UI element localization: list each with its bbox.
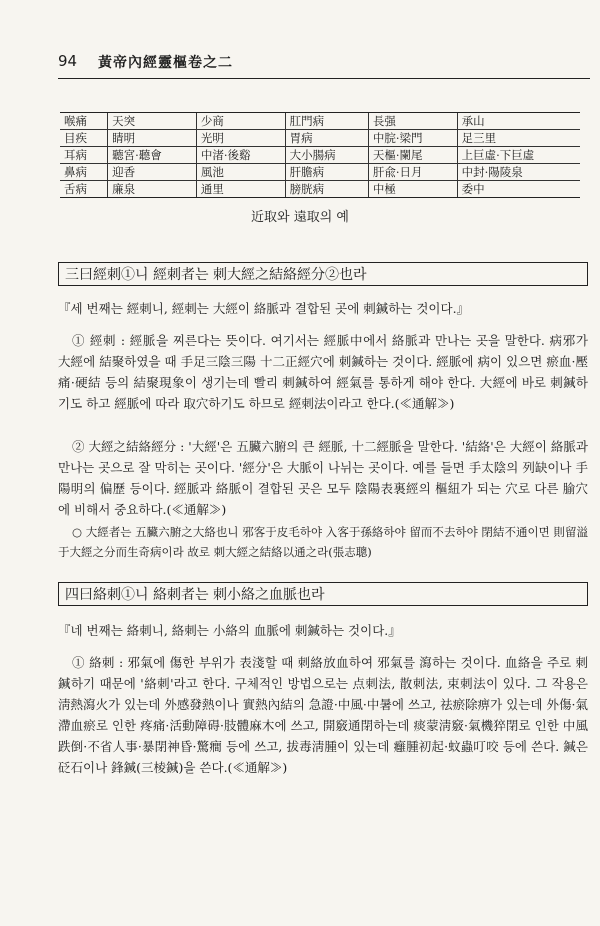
- table-cell: 膀胱病: [285, 181, 368, 198]
- section4-heading: 四曰絡刺①니 絡刺者는 刺小絡之血脈也라: [58, 582, 588, 606]
- table-cell: 風池: [196, 164, 285, 181]
- table-cell: 上巨虛·下巨虛: [457, 147, 580, 164]
- table-cell: 中封·陽陵泉: [457, 164, 580, 181]
- table-cell: 承山: [457, 113, 580, 130]
- table-row: [60, 130, 580, 147]
- table-row: [60, 164, 580, 181]
- table-cell: 廉泉: [108, 181, 197, 198]
- section3-translation: 『세 번째는 經刺니, 經刺는 大經이 絡脈과 결합된 곳에 刺鍼하는 것이다.』: [58, 301, 470, 316]
- section4-translation: 『네 번째는 絡刺니, 絡刺는 小絡의 血脈에 刺鍼하는 것이다.』: [58, 623, 401, 638]
- table-cell: 中脘·梁門: [368, 130, 457, 147]
- table-cell: 長强: [368, 113, 457, 130]
- table-row: [60, 113, 580, 130]
- section4-note-1: ① 絡刺 : 邪氣에 傷한 부위가 表淺할 때 刺絡放血하여 邪氣를 瀉하는 것이다. 血絡을 주로 刺鍼하기 때문에 '絡刺'라고 한다. 구체적인 방법으로는 点刺法, 散刺法, 束刺法이 있다. 그 작용은 淸熱瀉火가 있는데 外感發熱이나 實熱內結의 急證·中風·中暑에 쓰고, 祛瘀除痹가 있는데 外傷·氣滯血瘀로 인한 疼痛·活動障碍·肢體麻木에 쓰고, 開竅通閉하는데 痰蒙淸竅·氣機猝閉로 인한 中風跌倒·不省人事·暴閉神昏·驚癎 등에 쓰고, 拔毒淸腫이 있는데 癰腫初起·蚊蟲叮咬 등에 쓴다. 鍼은 砭石이나 鋒鍼(三棱鍼)을 쓴다.(≪通解≫): [58, 655, 588, 775]
- table-cell: 舌病: [60, 181, 108, 198]
- table-row: [60, 147, 580, 164]
- table-cell: 少商: [196, 113, 285, 130]
- table-row: [60, 181, 580, 198]
- table-cell: 聽宮·聽會: [108, 147, 197, 164]
- table-cell: 喉痛: [60, 113, 108, 130]
- table-cell: 大小腸病: [285, 147, 368, 164]
- acupoint-table: [60, 112, 580, 198]
- table-cell: 肝膽病: [285, 164, 368, 181]
- section3-note-3: ○ 大經者는 五臟六腑之大絡也니 邪客于皮毛하야 入客于孫絡하야 留而不去하야 閉結不通이면 則留溢于大經之分而生奇病이라 故로 刺大經之結絡以通之라(張志聰): [58, 525, 588, 559]
- table-cell: 委中: [457, 181, 580, 198]
- table-cell: 迎香: [108, 164, 197, 181]
- section3-note-2: ② 大經之結絡經分 : '大經'은 五臟六腑의 큰 經脈, 十二經脈을 말한다. '結絡'은 大經이 絡脈과 만나는 곳으로 잘 막히는 곳이다. '經分'은 大脈이 나뉘는 곳이다. 예를 들면 手太陰의 列缺이나 手陽明의 偏歷 등이다. 經脈과 絡脈이 결합된 곳은 모두 陰陽表裏經의 樞紐가 되는 穴로 다른 腧穴에 비해서 중요하다.(≪通解≫): [58, 439, 588, 517]
- table-cell: 中極: [368, 181, 457, 198]
- table-cell: 耳病: [60, 147, 108, 164]
- table-cell: 胃病: [285, 130, 368, 147]
- table-cell: 睛明: [108, 130, 197, 147]
- table-cell: 鼻病: [60, 164, 108, 181]
- table-caption: 近取와 遠取의 예: [251, 210, 349, 225]
- table-cell: 天突: [108, 113, 197, 130]
- table-cell: 中渚·後谿: [196, 147, 285, 164]
- table-cell: 肝兪·日月: [368, 164, 457, 181]
- table-cell: 足三里: [457, 130, 580, 147]
- table-cell: 肛門病: [285, 113, 368, 130]
- page-number: 94: [58, 52, 78, 70]
- header-rule: [58, 78, 590, 79]
- table-cell: 天樞·闌尾: [368, 147, 457, 164]
- table-cell: 目疾: [60, 130, 108, 147]
- table-cell: 光明: [196, 130, 285, 147]
- running-title: 黃帝內經靈樞卷之二: [98, 55, 233, 71]
- section3-heading: 三曰經刺①니 經刺者는 刺大經之結絡經分②也라: [58, 262, 588, 286]
- section3-note-1: ① 經刺 : 經脈을 찌른다는 뜻이다. 여기서는 經脈中에서 絡脈과 만나는 곳을 말한다. 病邪가 大經에 結聚하였을 때 手足三陰三陽 十二正經穴에 刺鍼하는 것이다. 經脈에 病이 있으면 瘀血·壓痛·硬結 등의 結聚現象이 생기는데 빨리 刺鍼하여 經氣를 통하게 해야 한다. 大經에 바로 刺鍼하기도 하고 經脈에 따라 取穴하기도 하므로 經刺法이라고 한다.(≪通解≫): [58, 333, 588, 411]
- table-cell: 通里: [196, 181, 285, 198]
- page-header: [58, 52, 578, 76]
